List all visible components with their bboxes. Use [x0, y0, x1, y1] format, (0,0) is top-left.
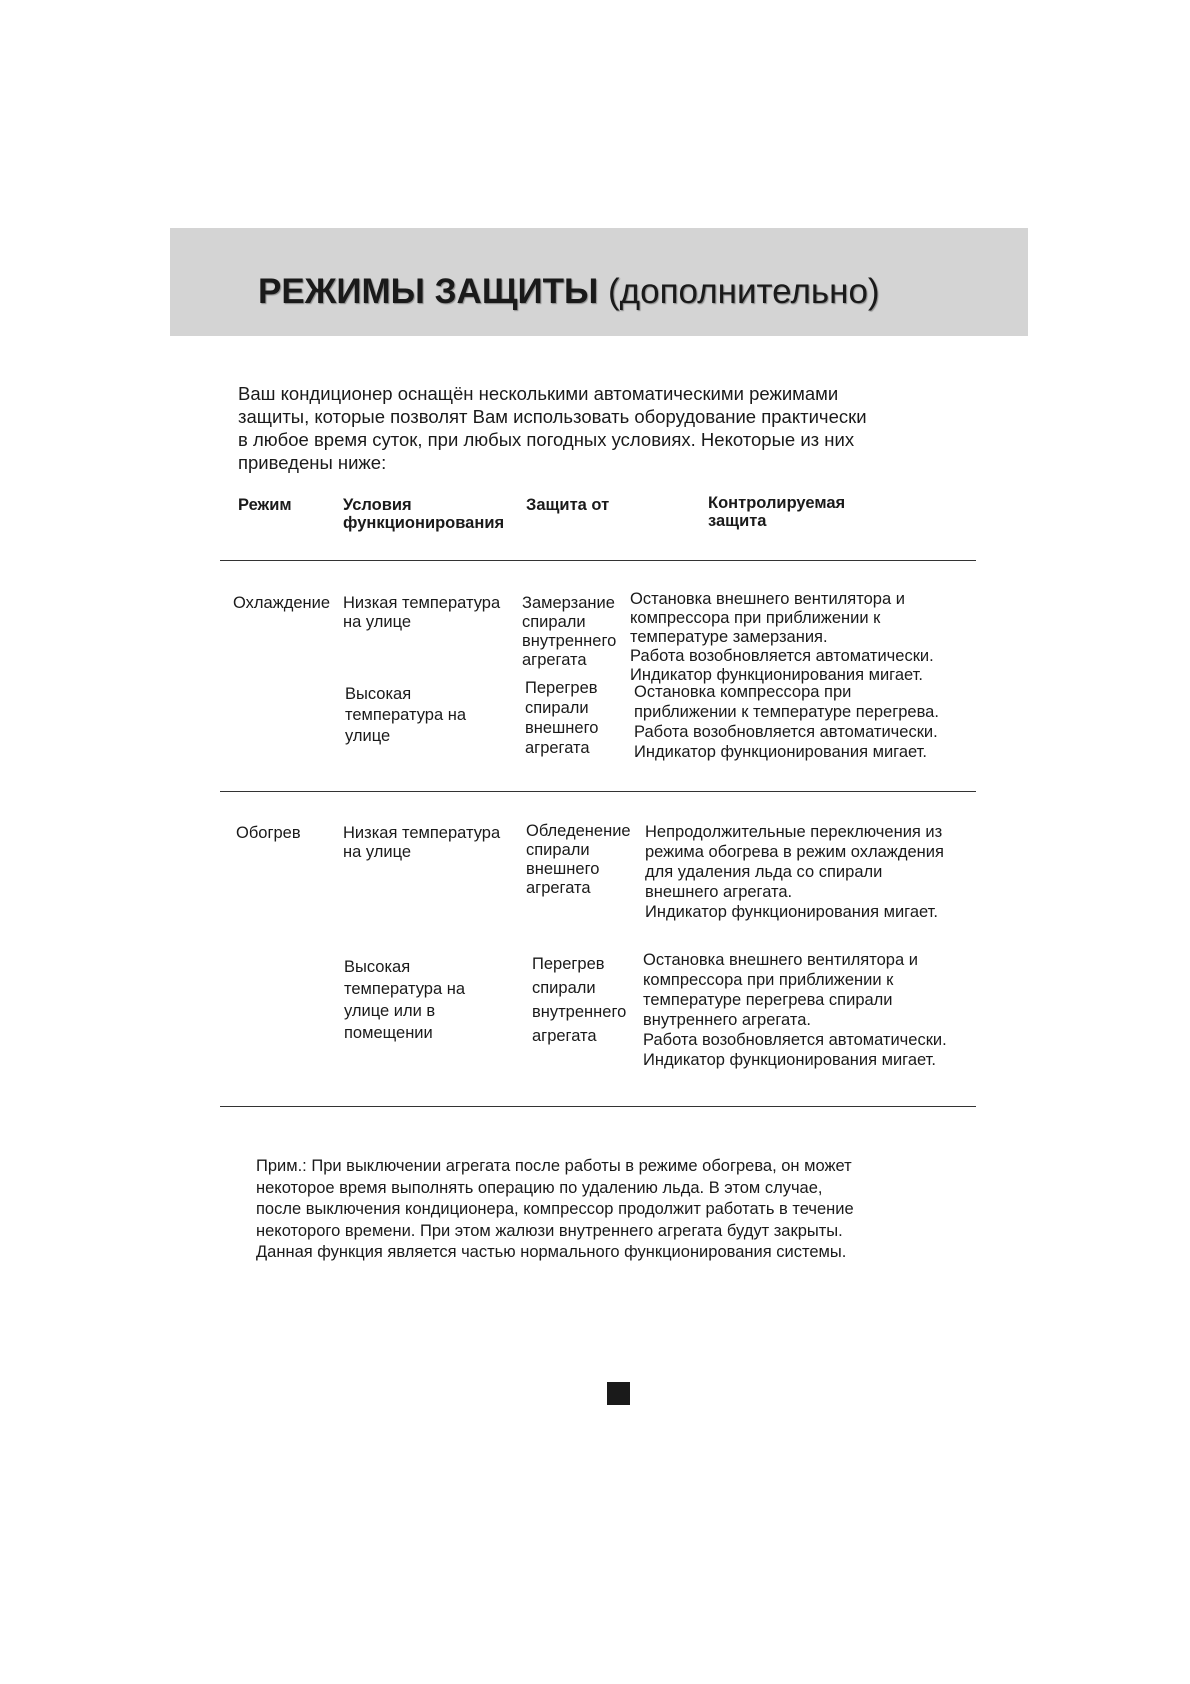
table-divider: [220, 560, 976, 561]
heating-protection-overheat-line: спирали: [532, 979, 596, 997]
header-conditions-line: Условия: [343, 496, 412, 514]
page-marker-square: [607, 1382, 630, 1405]
intro-paragraph-line: приведены ниже:: [238, 452, 387, 473]
header-conditions: [343, 496, 504, 532]
table-divider: [220, 791, 976, 792]
heating-protection-overheat-line: агрегата: [532, 1027, 597, 1045]
cooling-condition-high-line: температура на: [345, 706, 467, 724]
intro-paragraph-line: защиты, которые позволят Вам использовать оборудование практически: [238, 406, 867, 427]
cooling-protection-overheat-line: внешнего: [525, 719, 599, 737]
heating-protection-ice-line: спирали: [526, 841, 590, 859]
cooling-protection-freeze: [522, 594, 616, 670]
cooling-controlled-overheat-line: приближении к температуре перегрева.: [634, 703, 939, 721]
heating-condition-low-line: Низкая температура: [343, 824, 501, 842]
heating-controlled-ice-line: Непродолжительные переключения из: [645, 823, 943, 841]
heating-condition-high: [344, 956, 465, 1044]
cooling-protection-overheat-line: спирали: [525, 699, 589, 717]
cooling-condition-high-line: улице: [345, 727, 391, 745]
note-paragraph-line: Прим.: При выключении агрегата после работы в режиме обогрева, он может: [256, 1157, 852, 1175]
heating-controlled-overheat-line: компрессора при приближении к: [643, 971, 894, 989]
heating-controlled-ice-line: для удаления льда со спирали: [645, 863, 883, 881]
heating-protection-ice-line: агрегата: [526, 879, 591, 897]
cooling-protection-overheat-line: Перегрев: [525, 679, 598, 697]
cooling-protection-freeze-line: внутреннего: [522, 632, 617, 650]
cooling-controlled-freeze-line: Работа возобновляется автоматически.: [630, 647, 934, 665]
heating-controlled-ice-line: внешнего агрегата.: [645, 883, 793, 901]
header-controlled: [708, 494, 845, 530]
header-protection-line: Защита от: [526, 496, 610, 514]
cooling-controlled-freeze-line: компрессора при приближении к: [630, 609, 881, 627]
heating-controlled-overheat: [643, 950, 947, 1070]
cooling-condition-low: [343, 594, 500, 632]
heating-condition-high-line: помещении: [344, 1024, 433, 1042]
cooling-controlled-freeze: [630, 590, 934, 685]
cooling-condition-high: [345, 684, 466, 747]
note-paragraph-line: некоторого времени. При этом жалюзи внутреннего агрегата будут закрыты.: [256, 1221, 843, 1240]
cooling-protection-freeze-line: агрегата: [522, 651, 587, 669]
heating-condition-low-line: на улице: [343, 843, 412, 861]
heating-condition-low: [343, 824, 500, 862]
heating-protection-ice-line: внешнего: [526, 860, 600, 878]
heating-protection-ice: [526, 822, 631, 898]
heating-controlled-overheat-line: температуре перегрева спирали: [643, 991, 893, 1009]
note-paragraph: [256, 1156, 976, 1264]
header-mode-line: Режим: [238, 496, 292, 514]
heating-controlled-ice-line: Индикатор функционирования мигает.: [645, 903, 938, 921]
cooling-protection-overheat-line: агрегата: [525, 739, 590, 757]
heating-controlled-ice-line: режима обогрева в режим охлаждения: [645, 843, 944, 861]
heating-controlled-ice: [645, 822, 944, 922]
cooling-protection-freeze-line: спирали: [522, 613, 586, 631]
cooling-condition-high-line: Высокая: [345, 685, 412, 703]
cooling-controlled-overheat: [634, 682, 939, 762]
title-sub: (дополнительно): [608, 272, 880, 311]
table-divider: [220, 1106, 976, 1107]
note-paragraph-line: Данная функция является частью нормального функционирования системы.: [256, 1243, 847, 1261]
heating-condition-high-line: температура на: [344, 980, 466, 998]
cooling-protection-freeze-line: Замерзание: [522, 594, 615, 612]
note-paragraph-line: некоторое время выполнять операцию по удалению льда. В этом случае,: [256, 1178, 823, 1197]
heating-controlled-overheat-line: Работа возобновляется автоматически.: [643, 1031, 947, 1049]
heating-protection-overheat: [532, 952, 626, 1048]
cooling-controlled-overheat-line: Остановка компрессора при: [634, 683, 852, 701]
header-controlled-line: защита: [708, 512, 767, 530]
heating-controlled-overheat-line: внутреннего агрегата.: [643, 1011, 812, 1029]
heating-condition-high-line: улице или в: [344, 1002, 436, 1020]
header-protection: [526, 496, 609, 514]
heating-controlled-overheat-line: Остановка внешнего вентилятора и: [643, 951, 918, 969]
cooling-controlled-freeze-line: температуре замерзания.: [630, 628, 828, 646]
note-paragraph-line: после выключения кондиционера, компрессор продолжит работать в течение: [256, 1200, 854, 1218]
heating-protection-overheat-line: Перегрев: [532, 955, 605, 973]
cooling-controlled-overheat-line: Индикатор функционирования мигает.: [634, 743, 927, 761]
cooling-controlled-freeze-line: Индикатор функционирования мигает.: [630, 666, 923, 684]
intro-paragraph: [238, 382, 958, 474]
cooling-protection-overheat: [525, 678, 598, 758]
header-controlled-line: Контролируемая: [708, 494, 846, 512]
cooling-condition-low-line: Низкая температура: [343, 594, 501, 612]
heating-protection-overheat-line: внутреннего: [532, 1003, 627, 1021]
title-main: РЕЖИМЫ ЗАЩИТЫ: [258, 272, 599, 311]
intro-paragraph-line: Ваш кондиционер оснащён несколькими автоматическими режимами: [238, 383, 839, 404]
heating-protection-ice-line: Обледенение: [526, 822, 631, 840]
cooling-condition-low-line: на улице: [343, 613, 412, 631]
header-mode: [238, 496, 292, 514]
cooling-mode-label: Охлаждение: [233, 594, 331, 612]
heating-controlled-overheat-line: Индикатор функционирования мигает.: [643, 1051, 936, 1069]
page-title: [258, 272, 880, 312]
heating-condition-high-line: Высокая: [344, 958, 411, 976]
cooling-controlled-freeze-line: Остановка внешнего вентилятора и: [630, 590, 905, 608]
heating-mode-label: Обогрев: [236, 824, 301, 842]
cooling-controlled-overheat-line: Работа возобновляется автоматически.: [634, 723, 938, 741]
intro-paragraph-line: в любое время суток, при любых погодных условиях. Некоторые из них: [238, 429, 855, 450]
header-conditions-line: функционирования: [343, 514, 505, 532]
